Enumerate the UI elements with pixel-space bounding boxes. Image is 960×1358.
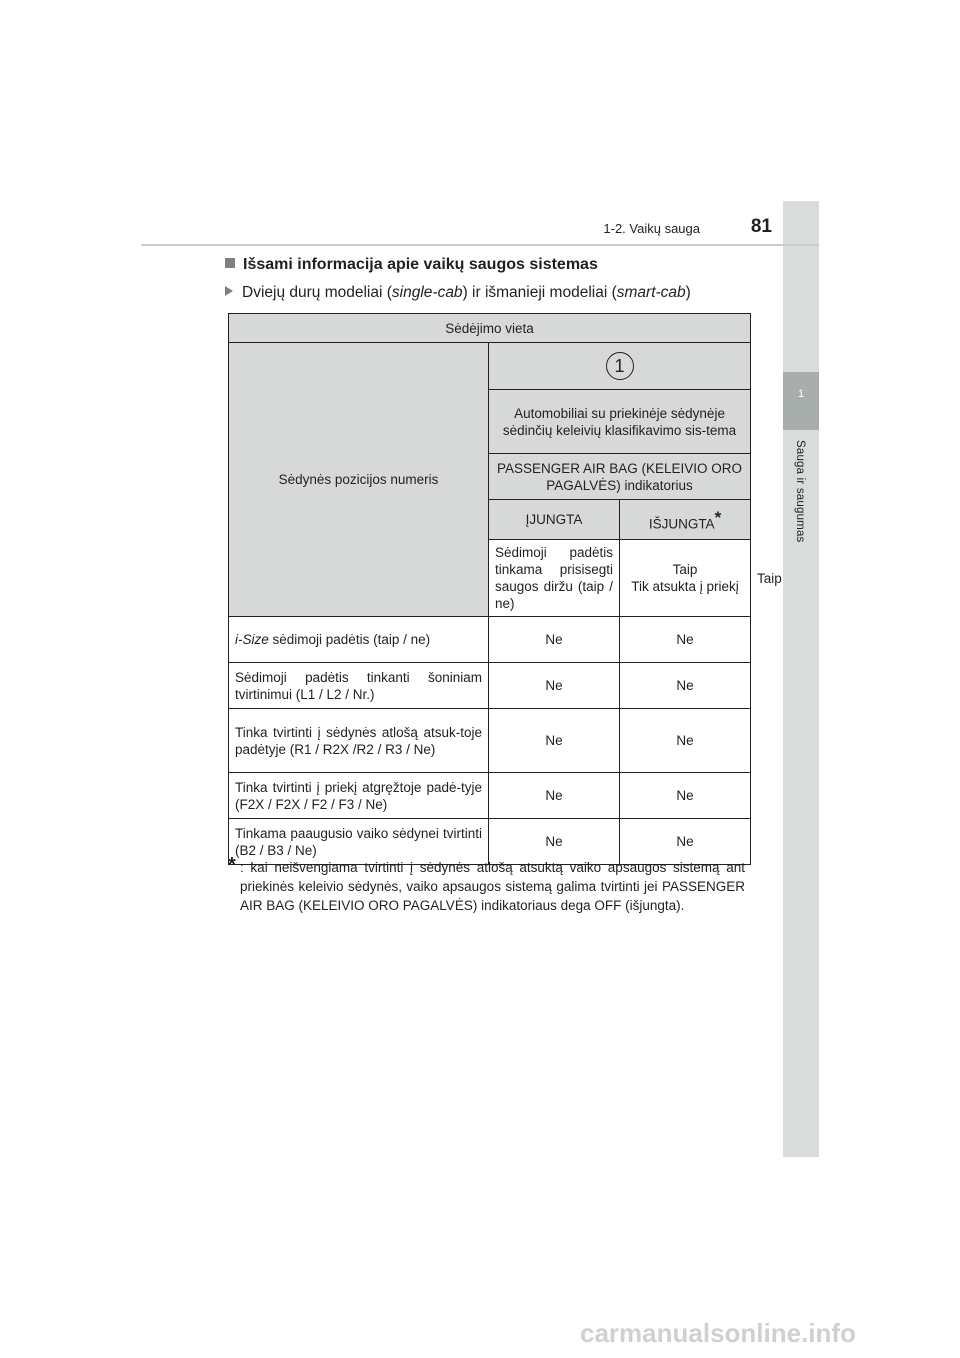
- isize-label: i-Size: [235, 632, 269, 647]
- classification-system-label: Automobiliai su priekinėje sėdynėje sėdinčių keleivių klasifikavimo sis-tema: [489, 390, 751, 454]
- off-footnote-mark: *: [714, 507, 722, 527]
- watermark: carmanualsonline.info: [580, 1318, 856, 1348]
- chapter-side-tab-active: [783, 372, 819, 430]
- row-label-forward: Tinka tvirtinti į priekį atgręžtoje padė-tyje (F2X / F2X / F2 / F3 / Ne): [229, 773, 489, 819]
- model-single-cab: single-cab: [391, 284, 463, 301]
- row-on-belt-value: Taip: [672, 562, 698, 577]
- airbag-indicator-label: PASSENGER AIR BAG (KELEIVIO ORO PAGALVĖS) indikatorius: [489, 454, 751, 500]
- row-off-lateral: Ne: [620, 663, 751, 709]
- row-on-forward: Ne: [489, 773, 620, 819]
- row-off-booster: Ne: [620, 819, 751, 865]
- chapter-side-tab: [783, 201, 819, 1157]
- square-bullet-icon: [225, 258, 235, 268]
- header-rule: [141, 244, 819, 246]
- seating-position-header: Sėdėjimo vieta: [229, 314, 751, 343]
- section-heading: [225, 256, 598, 274]
- row-label-belt: Sėdimoji padėtis tinkama prisisegti saugos diržu (taip / ne): [489, 540, 620, 617]
- airbag-off-label: IŠJUNGTA: [648, 516, 715, 532]
- row-label-booster: Tinkama paaugusio vaiko sėdynei tvirtinti (B2 / B3 / Ne): [229, 819, 489, 865]
- subheading-middle: ) ir išmanieji modeliai (: [462, 284, 617, 301]
- row-on-rearward: Ne: [489, 709, 620, 773]
- subheading-prefix: Dviejų durų modeliai (: [242, 284, 392, 301]
- seat-position-number-label: Sėdynės pozicijos numeris: [229, 343, 489, 617]
- triangle-bullet-icon: [225, 286, 233, 296]
- row-off-forward: Ne: [620, 773, 751, 819]
- airbag-off-cell: [620, 500, 751, 540]
- row-on-isize: Ne: [489, 617, 620, 663]
- footnote-text: : kai neišvengiama tvirtinti į sėdynės atlošą atsuktą vaiko apsaugos sistemą ant priekinės keleivio sėdynės, vaiko apsaugos sistemą galima tvirtinti jei PASSENGER AIR BAG (KELEIVIO ORO PAGALVĖS) indikatoriaus dega OFF (išjungta).: [240, 860, 745, 913]
- row-label-rearward: Tinka tvirtinti į sėdynės atlošą atsuk-toje padėtyje (R1 / R2X /R2 / R3 / Ne): [229, 709, 489, 773]
- section-heading-text: Išsami informacija apie vaikų saugos sistemas: [243, 256, 598, 273]
- row-label-isize-text: sėdimoji padėtis (taip / ne): [268, 632, 431, 647]
- row-off-isize: Ne: [620, 617, 751, 663]
- header-section-title: 1-2. Vaikų sauga: [603, 221, 700, 236]
- footnote-mark: *: [228, 854, 236, 876]
- row-label-isize: [229, 617, 489, 663]
- page-number: 81: [750, 216, 772, 237]
- row-on-belt-note: Tik atsukta į priekį: [631, 579, 739, 594]
- row-label-lateral: Sėdimoji padėtis tinkanti šoniniam tvirtinimui (L1 / L2 / Nr.): [229, 663, 489, 709]
- subheading: [225, 284, 691, 302]
- footnote: [228, 854, 745, 915]
- chapter-number: 1: [797, 388, 805, 400]
- chapter-label: Sauga ir saugumas: [794, 440, 806, 543]
- seating-table: Sėdėjimo vieta Sėdynės pozicijos numeris 1 Automobiliai su priekinėje sėdynėje sėdinčių keleivių klasifikavimo sis-tema PASSENGER AIR BAG (KELEIVIO ORO PAGALVĖS) indikatorius ĮJUNGTA IŠJUNGTA* Sėdimoji padėtis tinkama prisisegti saugos diržu (taip / ne) Taip Tik atsukta į priekį Taip i-Size sėdimoji padėtis (taip / ne) Ne Ne Sėdimoji padėtis tinkanti šoniniam tvirtinimui (L1 / L2 / Nr.) Ne Ne Tinka tvirtinti į sėdynės atlošą atsuk-toje padėtyje (R1 / R2X /R2 / R3 / Ne) Ne Ne Tinka tvirtinti į priekį atgręžtoje padė-tyje (F2X / F2X / F2 / F3 / Ne) Ne Ne Tinkama paaugusio vaiko sėdynei tvirtinti (B2 / B3 / Ne) Ne Ne: [228, 313, 751, 865]
- row-on-booster: Ne: [489, 819, 620, 865]
- row-on-lateral: Ne: [489, 663, 620, 709]
- subheading-suffix: ): [685, 284, 691, 301]
- row-on-belt: [620, 540, 751, 617]
- position-cell: [489, 343, 751, 390]
- airbag-on-label: ĮJUNGTA: [489, 500, 620, 540]
- row-off-rearward: Ne: [620, 709, 751, 773]
- model-smart-cab: smart-cab: [616, 284, 686, 301]
- position-number-badge: 1: [606, 352, 634, 380]
